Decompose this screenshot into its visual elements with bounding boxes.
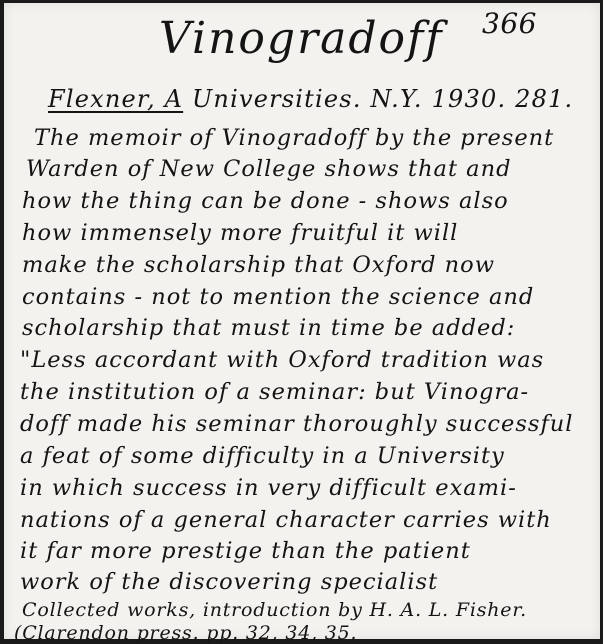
body-line: how immensely more fruitful it will xyxy=(22,220,459,246)
body-line: a feat of some difficulty in a University xyxy=(20,443,505,469)
body-line: nations of a general character carries with xyxy=(20,507,552,533)
citation-source: Universities. N.Y. 1930. 281. xyxy=(192,85,574,113)
body-line: in which success in very difficult exami- xyxy=(20,475,517,501)
body-line: it far more prestige than the patient xyxy=(20,538,471,564)
body-line: doff made his seminar thoroughly successful xyxy=(20,411,574,437)
reference-line: Collected works, introduction by H. A. L. Fisher. xyxy=(22,599,527,621)
catalog-number: 366 xyxy=(482,7,537,40)
body-line: contains - not to mention the science and xyxy=(22,284,535,310)
citation xyxy=(48,85,573,113)
body-line: "Less accordant with Oxford tradition was xyxy=(20,347,545,373)
body-line: work of the discovering specialist xyxy=(20,569,439,595)
reference-line: (Clarendon press. pp. 32, 34, 35. xyxy=(14,622,358,644)
card-title: Vinogradoff xyxy=(159,13,444,64)
body-line: how the thing can be done - shows also xyxy=(22,188,509,214)
note-card xyxy=(4,3,600,644)
body-line: the institution of a seminar: but Vinogra- xyxy=(20,379,530,405)
body-line: Warden of New College shows that and xyxy=(26,156,512,182)
body-line: scholarship that must in time be added: xyxy=(22,315,516,341)
citation-author: Flexner, A xyxy=(48,85,184,113)
body-line: make the scholarship that Oxford now xyxy=(22,252,495,278)
body-line: The memoir of Vinogradoff by the present xyxy=(34,125,555,151)
